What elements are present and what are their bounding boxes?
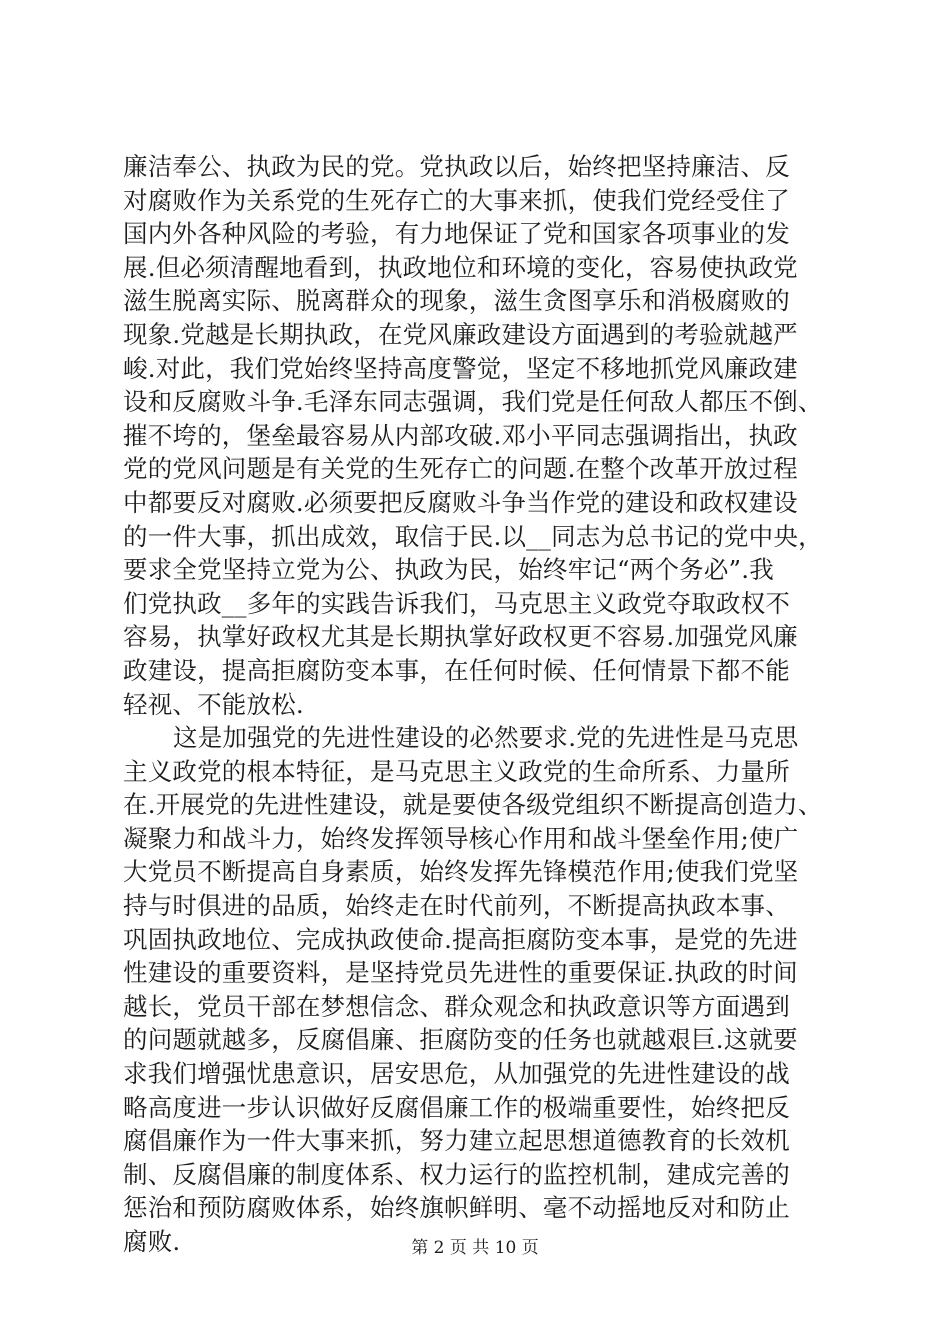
text-line: 越长，党员干部在梦想信念、群众观念和执政意识等方面遇到 [123,991,790,1021]
text-line: 展.但必须清醒地看到，执政地位和环境的变化，容易使执政党 [123,252,798,282]
text-line: 主义政党的根本特征，是马克思主义政党的生命所系、力量所 [123,756,790,786]
text-line: 略高度进一步认识做好反腐倡廉工作的极端重要性，始终把反 [123,1092,790,1122]
text-line: 的一件大事，抓出成效，取信于民.以__同志为总书记的党中央， [123,521,823,551]
text-line: 们党执政__多年的实践告诉我们，马克思主义政党夺取政权不 [123,588,791,618]
paragraph-1 [123,150,828,721]
page-number-footer: 第 2 页 共 10 页 [411,1238,539,1258]
text-line: 国内外各种风险的考验，有力地保证了党和国家各项事业的发 [123,219,790,249]
text-line: 现象.党越是长期执政，在党风廉政建设方面遇到的考验就越严 [123,319,798,349]
text-line: 中都要反对腐败.必须要把反腐败斗争当作党的建设和政权建设 [123,487,798,517]
text-line: 在.开展党的先进性建设，就是要使各级党组织不断提高创造力、 [123,790,823,820]
text-line: 政建设，提高拒腐防变本事，在任何时候、任何情景下都不能 [123,655,790,685]
text-line: 党的党风问题是有关党的生死存亡的问题.在整个改革开放过程 [123,454,798,484]
text-line: 摧不垮的，堡垒最容易从内部攻破.邓小平同志强调指出，执政 [123,420,798,450]
text-line: 对腐败作为关系党的生死存亡的大事来抓，使我们党经受住了 [123,185,790,215]
text-line: 设和反腐败斗争.毛泽东同志强调，我们党是任何敌人都压不倒、 [123,387,823,417]
text-line: 惩治和预防腐败体系，始终旗帜鲜明、毫不动摇地反对和防止 [123,1193,790,1223]
paragraph-2 [123,721,828,1259]
document-body [123,150,828,1259]
text-line: 大党员不断提高自身素质，始终发挥先锋模范作用;使我们党坚 [123,857,799,887]
text-line: 巩固执政地位、完成执政使命.提高拒腐防变本事，是党的先进 [123,924,798,954]
text-line: 制、反腐倡廉的制度体系、权力运行的监控机制，建成完善的 [123,1159,790,1189]
text-line: 凝聚力和战斗力，始终发挥领导核心作用和战斗堡垒作用;使广 [123,823,799,853]
text-line: 求我们增强忧患意识，居安思危，从加强党的先进性建设的战 [123,1059,790,1089]
text-line: 峻.对此，我们党始终坚持高度警觉，坚定不移地抓党风廉政建 [123,353,798,383]
text-line: 要求全党坚持立党为公、执政为民，始终牢记“两个务必”.我 [123,555,774,585]
text-line: 持与时俱进的品质，始终走在时代前列，不断提高执政本事、 [123,891,790,921]
text-line: 轻视、不能放松. [123,689,304,719]
text-line: 滋生脱离实际、脱离群众的现象，滋生贪图享乐和消极腐败的 [123,286,790,316]
text-line: 廉洁奉公、执政为民的党。党执政以后，始终把坚持廉洁、反 [123,152,790,181]
text-line: 性建设的重要资料，是坚持党员先进性的重要保证.执政的时间 [123,958,798,988]
text-line: 容易，执掌好政权尤其是长期执掌好政权更不容易.加强党风廉 [123,622,798,652]
text-line: 这是加强党的先进性建设的必然要求.党的先进性是马克思 [173,723,799,753]
text-line: 腐败. [123,1227,181,1256]
text-line: 的问题就越多，反腐倡廉、拒腐防变的任务也就越艰巨.这就要 [123,1025,798,1055]
text-line: 腐倡廉作为一件大事来抓，努力建立起思想道德教育的长效机 [123,1126,790,1156]
